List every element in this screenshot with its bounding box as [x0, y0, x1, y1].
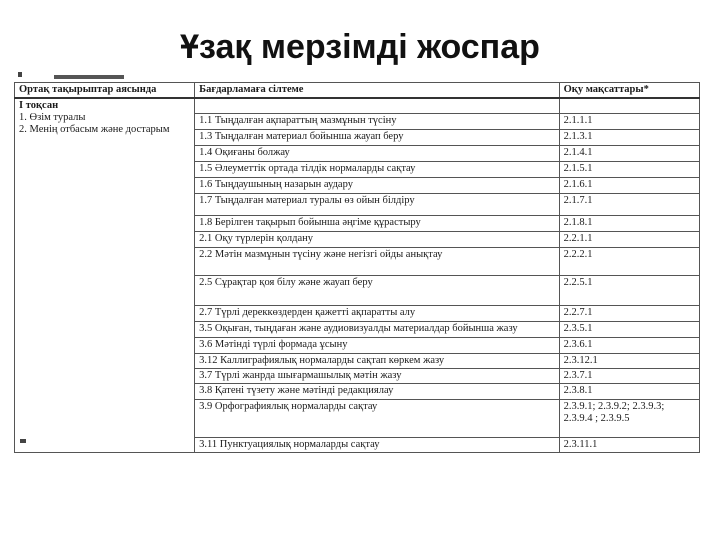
program-reference-cell: 1.3 Тыңдалған материал бойынша жауап беру: [195, 130, 559, 146]
program-reference-cell: 1.4 Оқиғаны болжау: [195, 146, 559, 162]
program-reference-cell: 1.8 Берілген тақырып бойынша әңгіме құрастыру: [195, 216, 559, 232]
program-reference-cell: 3.7 Түрлі жанрда шығармашылық мәтін жазу: [195, 369, 559, 384]
long-term-plan-table: [14, 82, 700, 453]
header-learning-goals: Оқу мақсаттары*: [559, 83, 699, 99]
topic-item: 2. Менің отбасым және достарым: [19, 124, 170, 135]
empty-cell: [559, 98, 699, 114]
learning-goal-cell: 2.3.11.1: [559, 438, 699, 453]
program-reference-cell: 1.7 Тыңдалған материал туралы өз ойын білдіру: [195, 194, 559, 216]
learning-goal-cell: 2.1.5.1: [559, 162, 699, 178]
quarter-label: І тоқсан: [19, 100, 59, 111]
learning-goal-cell: 2.1.1.1: [559, 114, 699, 130]
learning-goal-cell: 2.3.9.1; 2.3.9.2; 2.3.9.3; 2.3.9.4 ; 2.3.9.5: [559, 400, 699, 438]
program-reference-cell: 2.5 Сұрақтар қоя білу және жауап беру: [195, 276, 559, 306]
program-reference-cell: 3.5 Оқыған, тыңдаған және аудиовизуалды материалдар бойынша жазу: [195, 322, 559, 338]
program-reference-cell: 3.9 Орфографиялық нормаларды сақтау: [195, 400, 559, 438]
program-reference-cell: 3.8 Қатені түзету және мәтінді редакциялау: [195, 384, 559, 400]
learning-goal-cell: 2.1.6.1: [559, 178, 699, 194]
learning-goal-cell: 2.2.2.1: [559, 248, 699, 276]
learning-goal-cell: 2.3.12.1: [559, 354, 699, 369]
table-header-row: [15, 83, 700, 99]
program-reference-cell: 3.11 Пунктуациялық нормаларды сақтау: [195, 438, 559, 453]
program-reference-cell: 2.2 Мәтін мазмұнын түсіну және негізгі ойды анықтау: [195, 248, 559, 276]
topic-item: 1. Өзім туралы: [19, 112, 86, 123]
learning-goal-cell: 2.3.6.1: [559, 338, 699, 354]
program-reference-cell: 1.6 Тыңдаушының назарын аудару: [195, 178, 559, 194]
program-reference-cell: 1.5 Әлеуметтік ортада тілдік нормаларды сақтау: [195, 162, 559, 178]
learning-goal-cell: 2.2.5.1: [559, 276, 699, 306]
learning-goal-cell: 2.2.1.1: [559, 232, 699, 248]
cropped-mark: [54, 75, 124, 79]
learning-goal-cell: 2.3.7.1: [559, 369, 699, 384]
cropped-next-row: [14, 439, 700, 443]
learning-goal-cell: 2.1.8.1: [559, 216, 699, 232]
program-reference-cell: 3.12 Каллиграфиялық нормаларды сақтап көркем жазу: [195, 354, 559, 369]
header-program-reference: Бағдарламаға сілтеме: [195, 83, 559, 99]
program-reference-cell: 2.7 Түрлі дереккөздерден қажетті ақпаратты алу: [195, 306, 559, 322]
header-common-topics: Ортақ тақырыптар аясында: [15, 83, 195, 99]
slide-title: Ұзақ мерзімді жоспар: [180, 28, 540, 66]
cropped-previous-row: [14, 72, 700, 82]
program-reference-cell: 1.1 Тыңдалған ақпараттың мазмұнын түсіну: [195, 114, 559, 130]
cropped-mark: [20, 439, 26, 443]
learning-goal-cell: 2.2.7.1: [559, 306, 699, 322]
learning-goal-cell: 2.3.5.1: [559, 322, 699, 338]
learning-goal-cell: 2.3.8.1: [559, 384, 699, 400]
learning-goal-cell: 2.1.3.1: [559, 130, 699, 146]
program-reference-cell: 3.6 Мәтінді түрлі формада ұсыну: [195, 338, 559, 354]
cropped-mark: [18, 72, 22, 77]
program-reference-cell: 2.1 Оқу түрлерін қолдану: [195, 232, 559, 248]
learning-goal-cell: 2.1.4.1: [559, 146, 699, 162]
learning-goal-cell: 2.1.7.1: [559, 194, 699, 216]
table-row: [15, 98, 700, 114]
empty-cell: [195, 98, 559, 114]
topics-cell: [15, 98, 195, 453]
